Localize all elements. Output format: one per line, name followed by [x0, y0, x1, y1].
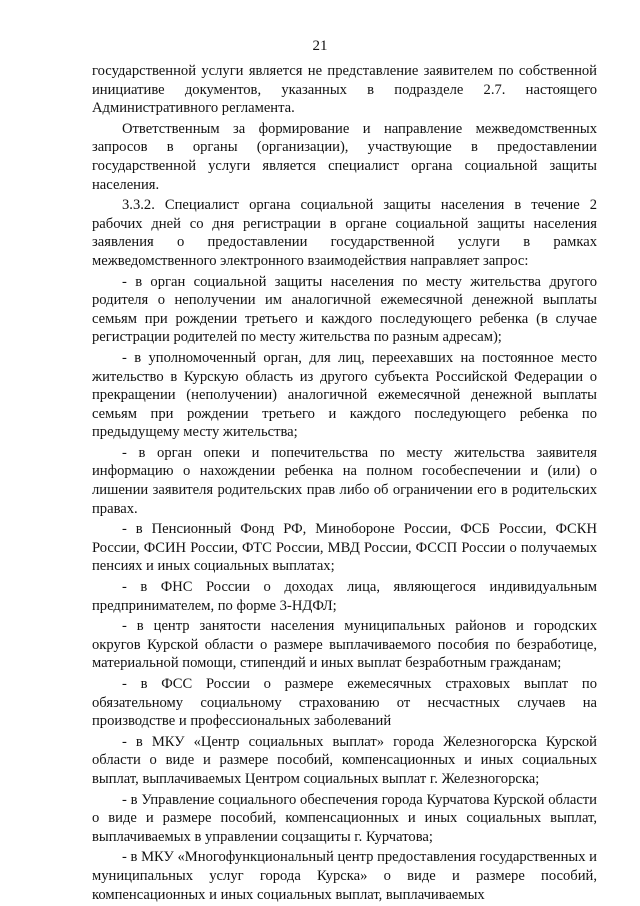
page-number: 21 [312, 38, 328, 54]
list-item-kurchatov-department: - в Управление социального обеспечения города Курчатова Курской области о виде и размере пособий, компенсационных и иных социальных выплат, выплачиваемых в управлении соцзащиты г. Курчатова; [92, 791, 597, 845]
paragraph-responsible-specialist: Ответственным за формирование и направление межведомственных запросов в органы (организации), участвующие в предоставлении государственной услуги является специалист органа социальной защиты населения. [92, 120, 597, 193]
list-item-zheleznogorsk-center: - в МКУ «Центр социальных выплат» города Железногорска Курской области о виде и размере пособий, компенсационных и иных социальных выплат, выплачиваемых Центром социальных выплат г. Железногорска; [92, 733, 597, 787]
list-item-social-insurance-fund: - в ФСС России о размере ежемесячных страховых выплат по обязательному социальному страхованию от несчастных случаев на производстве и профессиональных заболеваний [92, 676, 597, 730]
list-item-guardianship-body: - в орган опеки и попечительства по месту жительства заявителя информацию о нахождении ребенка на полном гособеспечении и (или) о лишении заявителя родительских прав либо об ограничении его в родительских правах. [92, 444, 597, 517]
paragraph-continuation: государственной услуги является не представление заявителем по собственной инициативе документов, указанных в подразделе 2.7. настоящего Административного регламента. [92, 63, 597, 117]
list-item-employment-center: - в центр занятости населения муниципальных районов и городских округов Курской области о размере выплачиваемого пособия по безработице, материальной помощи, стипендий и иных выплат безработным гражданам; [92, 618, 597, 672]
paragraph-section-3-3-2: 3.3.2. Специалист органа социальной защиты населения в течение 2 рабочих дней со дня регистрации в органе социальной защиты населения заявления о предоставлении государственной услуги в рамках межведомственного электронного взаимодействия направляет запрос: [92, 197, 597, 269]
document-body [92, 62, 597, 906]
list-item-authorized-body-relocated: - в уполномоченный орган, для лиц, переехавших на постоянное место жительство в Курскую область из другого субъекта Российской Федерации о прекращении (неполучении) аналогичной ежемесячной денежной выплаты семьям при рождении третьего и каждого последующего ребенка по предыдущему месту жительства; [92, 349, 597, 441]
list-item-mfc-kursk: - в МКУ «Многофункциональный центр предоставления государственных и муниципальных услуг города Курска» о виде и размере пособий, компенсационных и иных социальных выплат, выплачиваемых [92, 849, 597, 903]
list-item-social-protection-other-parent: - в орган социальной защиты населения по месту жительства другого родителя о неполучении им аналогичной ежемесячной денежной выплаты семьям при рождении третьего и каждого последующего ребенка (в случае регистрации родителей по месту жительства по разным адресам); [92, 273, 597, 346]
list-item-pension-fund: - в Пенсионный Фонд РФ, Минобороне России, ФСБ России, ФСКН России, ФСИН России, ФТС России, МВД России, ФССП России о получаемых пенсиях и иных социальных выплатах; [92, 521, 597, 575]
list-item-tax-service: - в ФНС России о доходах лица, являющегося индивидуальным предпринимателем, по форме 3-НДФЛ; [92, 579, 597, 614]
